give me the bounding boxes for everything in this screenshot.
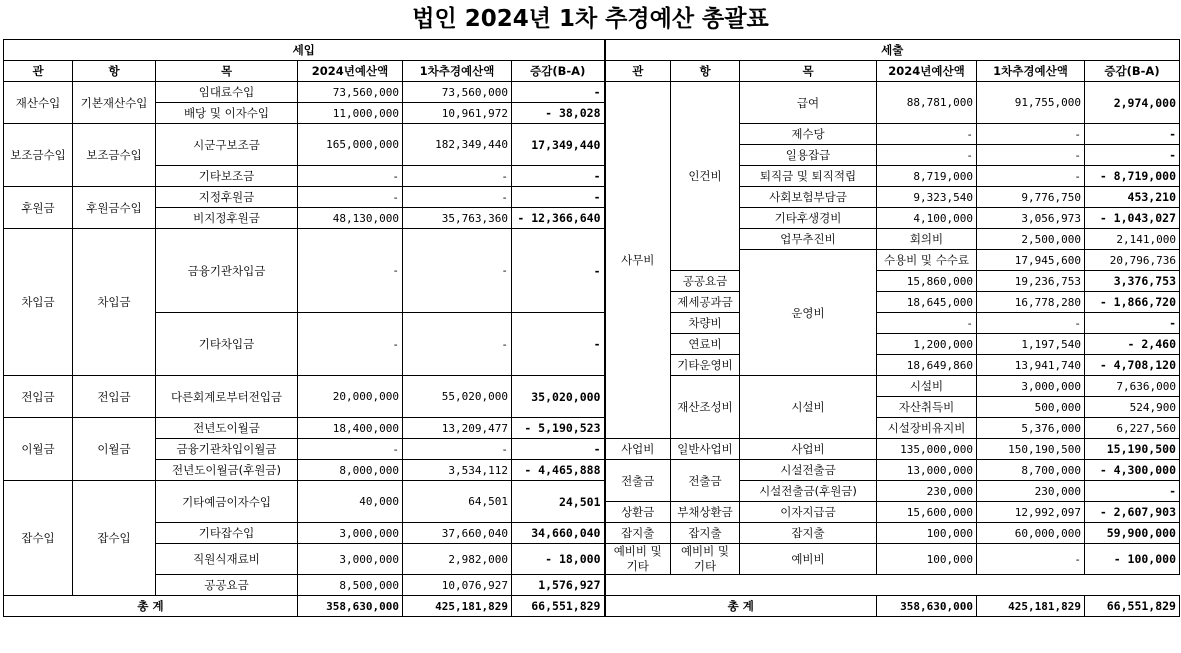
expense-mok-cell: 제세공과금 <box>671 292 740 313</box>
expense-hang-cell: 운영비 <box>740 250 877 376</box>
expense-revised-cell: 12,992,097 <box>977 502 1085 523</box>
revenue-mok-cell: 비지정후원금 <box>156 208 298 229</box>
revenue-budget-cell: 73,560,000 <box>298 82 403 103</box>
revenue-budget-cell: 20,000,000 <box>298 376 403 418</box>
revenue-diff-cell: 24,501 <box>512 481 605 523</box>
table-row <box>4 523 1180 544</box>
expense-budget-cell: 18,645,000 <box>877 292 977 313</box>
revenue-diff-cell: 17,349,440 <box>512 124 605 166</box>
header-revised: 1차추경예산액 <box>403 61 512 82</box>
expense-diff-cell: - 4,708,120 <box>1085 355 1180 376</box>
expense-mok-cell: 예비비 <box>740 544 877 575</box>
expense-budget-cell: - <box>877 124 977 145</box>
expense-revised-cell: 7,636,000 <box>1085 376 1180 397</box>
revenue-hang-cell: 기본재산수입 <box>73 82 156 124</box>
header-budget: 2024년예산액 <box>298 61 403 82</box>
expense-total-label: 총 계 <box>605 596 877 617</box>
revenue-revised-cell: - <box>403 229 512 313</box>
table-row <box>4 376 1180 397</box>
revenue-mok-cell: 기타예금이자수입 <box>156 481 298 523</box>
expense-diff-cell: 15,190,500 <box>1085 439 1180 460</box>
expense-budget-cell: - <box>877 313 977 334</box>
total-row <box>4 596 1180 617</box>
revenue-mok-cell: 시군구보조금 <box>156 124 298 166</box>
expense-diff-cell: 3,376,753 <box>1085 271 1180 292</box>
revenue-revised-cell: - <box>403 313 512 376</box>
expense-revised-cell: 8,700,000 <box>977 460 1085 481</box>
revenue-hang-cell: 보조금수입 <box>73 124 156 187</box>
expense-revised-cell: 2,141,000 <box>1085 229 1180 250</box>
expense-gwan-cell: 사업비 <box>605 439 671 460</box>
header-hang: 항 <box>73 61 156 82</box>
expense-budget-cell: 88,781,000 <box>877 82 977 124</box>
revenue-mok-cell: 기타차입금 <box>156 313 298 376</box>
page-title: 법인 2024년 1차 추경예산 총괄표 <box>412 6 769 32</box>
expense-revised-cell: 230,000 <box>977 481 1085 502</box>
expense-mok-cell: 기타후생경비 <box>740 208 877 229</box>
revenue-gwan-cell: 전입금 <box>4 376 73 418</box>
revenue-revised-cell: 55,020,000 <box>403 376 512 418</box>
expense-mok-cell: 잡지출 <box>740 523 877 544</box>
revenue-section-header: 세입 <box>4 40 605 61</box>
revenue-mok-cell: 직원식재료비 <box>156 544 298 575</box>
expense-diff-cell: - <box>1085 124 1180 145</box>
revenue-mok-cell: 금융기관차입이월금 <box>156 439 298 460</box>
revenue-gwan-cell: 보조금수입 <box>4 124 73 187</box>
expense-mok-cell: 시설장비유지비 <box>877 418 977 439</box>
expense-total-revised: 425,181,829 <box>977 596 1085 617</box>
expense-mok-cell: 시설전출금(후원금) <box>740 481 877 502</box>
table-row <box>4 439 1180 460</box>
expense-mok-cell: 사회보험부담금 <box>740 187 877 208</box>
revenue-revised-cell: 13,209,477 <box>403 418 512 439</box>
expense-hang-cell: 시설비 <box>740 376 877 439</box>
revenue-diff-cell: - <box>512 439 605 460</box>
expense-revised-cell: 150,190,500 <box>977 439 1085 460</box>
expense-mok-cell: 제수당 <box>740 124 877 145</box>
header-diff: 증감(B-A) <box>1085 61 1180 82</box>
expense-budget-cell: 15,860,000 <box>877 271 977 292</box>
expense-gwan-cell: 재산조성비 <box>671 376 740 439</box>
header-gwan: 관 <box>605 61 671 82</box>
expense-diff-cell: - 100,000 <box>1085 544 1180 575</box>
revenue-mok-cell: 전년도이월금(후원금) <box>156 460 298 481</box>
expense-budget-cell: 2,500,000 <box>977 229 1085 250</box>
expense-budget-cell: - <box>877 145 977 166</box>
expense-hang-cell: 부채상환금 <box>671 502 740 523</box>
expense-budget-cell: 18,649,860 <box>877 355 977 376</box>
revenue-total-diff: 66,551,829 <box>512 596 605 617</box>
revenue-revised-cell: 10,961,972 <box>403 103 512 124</box>
revenue-gwan-cell: 후원금 <box>4 187 73 229</box>
header-gwan: 관 <box>4 61 73 82</box>
revenue-gwan-cell: 차입금 <box>4 229 73 376</box>
expense-revised-cell: - <box>977 166 1085 187</box>
revenue-diff-cell: 35,020,000 <box>512 376 605 418</box>
table-row <box>4 418 1180 439</box>
table-row <box>4 229 1180 250</box>
expense-mok-cell: 공공요금 <box>671 271 740 292</box>
expense-budget-cell: 230,000 <box>877 481 977 502</box>
expense-budget-cell: 5,376,000 <box>977 418 1085 439</box>
revenue-mok-cell: 다른회계로부터전입금 <box>156 376 298 418</box>
expense-diff-cell: 453,210 <box>1085 187 1180 208</box>
expense-budget-cell: 15,600,000 <box>877 502 977 523</box>
expense-budget-cell: 100,000 <box>877 544 977 575</box>
table-row <box>4 166 1180 187</box>
revenue-diff-cell: - 38,028 <box>512 103 605 124</box>
expense-budget-cell: 17,945,600 <box>977 250 1085 271</box>
revenue-hang-cell: 후원금수입 <box>73 187 156 229</box>
revenue-diff-cell: - 5,190,523 <box>512 418 605 439</box>
header-mok: 목 <box>156 61 298 82</box>
expense-revised-cell: - <box>977 313 1085 334</box>
expense-mok-cell: 연료비 <box>671 334 740 355</box>
expense-revised-cell: 16,778,280 <box>977 292 1085 313</box>
revenue-diff-cell: 34,660,040 <box>512 523 605 544</box>
revenue-budget-cell: 3,000,000 <box>298 523 403 544</box>
revenue-revised-cell: 73,560,000 <box>403 82 512 103</box>
expense-revised-cell: 91,755,000 <box>977 82 1085 124</box>
revenue-revised-cell: 35,763,360 <box>403 208 512 229</box>
revenue-total-label: 총 계 <box>4 596 298 617</box>
revenue-budget-cell: - <box>298 439 403 460</box>
table-row <box>4 313 1180 334</box>
expense-diff-cell: - <box>1085 481 1180 502</box>
table-row <box>4 481 1180 502</box>
expense-diff-cell: - 8,719,000 <box>1085 166 1180 187</box>
revenue-hang-cell: 잡수입 <box>73 481 156 596</box>
revenue-revised-cell: 10,076,927 <box>403 575 512 596</box>
revenue-budget-cell: 11,000,000 <box>298 103 403 124</box>
revenue-budget-cell: - <box>298 166 403 187</box>
expense-budget-cell: 13,000,000 <box>877 460 977 481</box>
expense-hang-cell: 업무추진비 <box>740 229 877 250</box>
expense-revised-cell: - <box>977 124 1085 145</box>
expense-mok-cell: 자산취득비 <box>877 397 977 418</box>
expense-mok-cell: 퇴직금 및 퇴직적립 <box>740 166 877 187</box>
expense-gwan-cell: 상환금 <box>605 502 671 523</box>
revenue-total-revised: 425,181,829 <box>403 596 512 617</box>
revenue-budget-cell: 40,000 <box>298 481 403 523</box>
revenue-diff-cell: - <box>512 313 605 376</box>
revenue-mok-cell: 지정후원금 <box>156 187 298 208</box>
revenue-diff-cell: 1,576,927 <box>512 575 605 596</box>
expense-budget-cell: 9,323,540 <box>877 187 977 208</box>
revenue-revised-cell: - <box>403 439 512 460</box>
expense-diff-cell: - 1,866,720 <box>1085 292 1180 313</box>
revenue-revised-cell: - <box>403 187 512 208</box>
revenue-diff-cell: - <box>512 82 605 103</box>
table-row <box>4 460 1180 481</box>
revenue-revised-cell: - <box>403 166 512 187</box>
revenue-mok-cell: 금융기관차입금 <box>156 229 298 313</box>
expense-hang-cell: 잡지출 <box>671 523 740 544</box>
revenue-hang-cell: 차입금 <box>73 229 156 376</box>
table-row <box>4 187 1180 208</box>
revenue-gwan-cell: 잡수입 <box>4 481 73 596</box>
revenue-revised-cell: 2,982,000 <box>403 544 512 575</box>
expense-diff-cell: - 1,043,027 <box>1085 208 1180 229</box>
revenue-budget-cell: - <box>298 187 403 208</box>
expense-revised-cell: - <box>977 145 1085 166</box>
expense-mok-cell: 기타운영비 <box>671 355 740 376</box>
expense-revised-cell: 19,236,753 <box>977 271 1085 292</box>
revenue-total-budget: 358,630,000 <box>298 596 403 617</box>
expense-diff-cell: - 2,607,903 <box>1085 502 1180 523</box>
expense-budget-cell: 3,000,000 <box>977 376 1085 397</box>
revenue-mok-cell: 기타잡수입 <box>156 523 298 544</box>
expense-revised-cell: 20,796,736 <box>1085 250 1180 271</box>
expense-mok-cell: 수용비 및 수수료 <box>877 250 977 271</box>
expense-hang-cell: 예비비 및 기타 <box>671 544 740 575</box>
expense-mok-cell: 급여 <box>740 82 877 124</box>
header-diff: 증감(B-A) <box>512 61 605 82</box>
expense-budget-cell: 8,719,000 <box>877 166 977 187</box>
revenue-diff-cell: - 4,465,888 <box>512 460 605 481</box>
expense-revised-cell: 9,776,750 <box>977 187 1085 208</box>
table-row <box>4 124 1180 145</box>
revenue-revised-cell: 37,660,040 <box>403 523 512 544</box>
expense-revised-cell: 3,056,973 <box>977 208 1085 229</box>
expense-revised-cell: 524,900 <box>1085 397 1180 418</box>
table-row <box>4 208 1180 229</box>
revenue-diff-cell: - <box>512 229 605 313</box>
expense-gwan-cell: 사무비 <box>605 82 671 439</box>
table-body <box>4 40 1180 617</box>
revenue-revised-cell: 64,501 <box>403 481 512 523</box>
revenue-budget-cell: 165,000,000 <box>298 124 403 166</box>
header-revised: 1차추경예산액 <box>977 61 1085 82</box>
expense-mok-cell: 이자지급금 <box>740 502 877 523</box>
expense-diff-cell: - <box>1085 145 1180 166</box>
expense-revised-cell: 1,197,540 <box>977 334 1085 355</box>
revenue-revised-cell: 3,534,112 <box>403 460 512 481</box>
expense-revised-cell: 60,000,000 <box>977 523 1085 544</box>
expense-mok-cell: 일용잡급 <box>740 145 877 166</box>
expense-budget-cell: 100,000 <box>877 523 977 544</box>
revenue-budget-cell: 3,000,000 <box>298 544 403 575</box>
revenue-gwan-cell: 재산수입 <box>4 82 73 124</box>
header-hang: 항 <box>671 61 740 82</box>
expense-budget-cell: 135,000,000 <box>877 439 977 460</box>
expense-budget-cell: 4,100,000 <box>877 208 977 229</box>
expense-mok-cell: 시설전출금 <box>740 460 877 481</box>
expense-section-header: 세출 <box>605 40 1180 61</box>
revenue-diff-cell: - <box>512 166 605 187</box>
expense-budget-cell: 500,000 <box>977 397 1085 418</box>
revenue-hang-cell: 전입금 <box>73 376 156 418</box>
table-row <box>4 82 1180 103</box>
revenue-budget-cell: 8,000,000 <box>298 460 403 481</box>
expense-revised-cell: 6,227,560 <box>1085 418 1180 439</box>
revenue-budget-cell: 18,400,000 <box>298 418 403 439</box>
revenue-mok-cell: 전년도이월금 <box>156 418 298 439</box>
revenue-mok-cell: 배당 및 이자수입 <box>156 103 298 124</box>
revenue-mok-cell: 기타보조금 <box>156 166 298 187</box>
budget-summary-table <box>3 39 1180 617</box>
revenue-budget-cell: - <box>298 313 403 376</box>
revenue-diff-cell: - <box>512 187 605 208</box>
expense-total-budget: 358,630,000 <box>877 596 977 617</box>
expense-diff-cell: - <box>1085 313 1180 334</box>
expense-gwan-cell: 전출금 <box>605 460 671 502</box>
expense-revised-cell: 13,941,740 <box>977 355 1085 376</box>
table-row <box>4 575 1180 596</box>
revenue-budget-cell: - <box>298 229 403 313</box>
expense-revised-cell: - <box>977 544 1085 575</box>
revenue-diff-cell: - 18,000 <box>512 544 605 575</box>
expense-hang-cell: 인건비 <box>671 82 740 271</box>
column-header-row <box>4 61 1180 82</box>
revenue-mok-cell: 임대료수입 <box>156 82 298 103</box>
expense-mok-cell: 차량비 <box>671 313 740 334</box>
section-header-row <box>4 40 1180 61</box>
expense-diff-cell: - 2,460 <box>1085 334 1180 355</box>
expense-hang-cell: 일반사업비 <box>671 439 740 460</box>
header-budget: 2024년예산액 <box>877 61 977 82</box>
revenue-budget-cell: 48,130,000 <box>298 208 403 229</box>
expense-gwan-cell: 예비비 및 기타 <box>605 544 671 575</box>
expense-diff-cell: 2,974,000 <box>1085 82 1180 124</box>
expense-diff-cell: 59,900,000 <box>1085 523 1180 544</box>
header-mok: 목 <box>740 61 877 82</box>
expense-mok-cell: 사업비 <box>740 439 877 460</box>
revenue-hang-cell: 이월금 <box>73 418 156 481</box>
revenue-revised-cell: 182,349,440 <box>403 124 512 166</box>
revenue-mok-cell: 공공요금 <box>156 575 298 596</box>
revenue-diff-cell: - 12,366,640 <box>512 208 605 229</box>
expense-total-diff: 66,551,829 <box>1085 596 1180 617</box>
expense-mok-cell: 시설비 <box>877 376 977 397</box>
expense-diff-cell: - 4,300,000 <box>1085 460 1180 481</box>
expense-hang-cell: 전출금 <box>671 460 740 502</box>
revenue-gwan-cell: 이월금 <box>4 418 73 481</box>
expense-budget-cell: 1,200,000 <box>877 334 977 355</box>
expense-mok-cell: 회의비 <box>877 229 977 250</box>
revenue-budget-cell: 8,500,000 <box>298 575 403 596</box>
expense-gwan-cell: 잡지출 <box>605 523 671 544</box>
